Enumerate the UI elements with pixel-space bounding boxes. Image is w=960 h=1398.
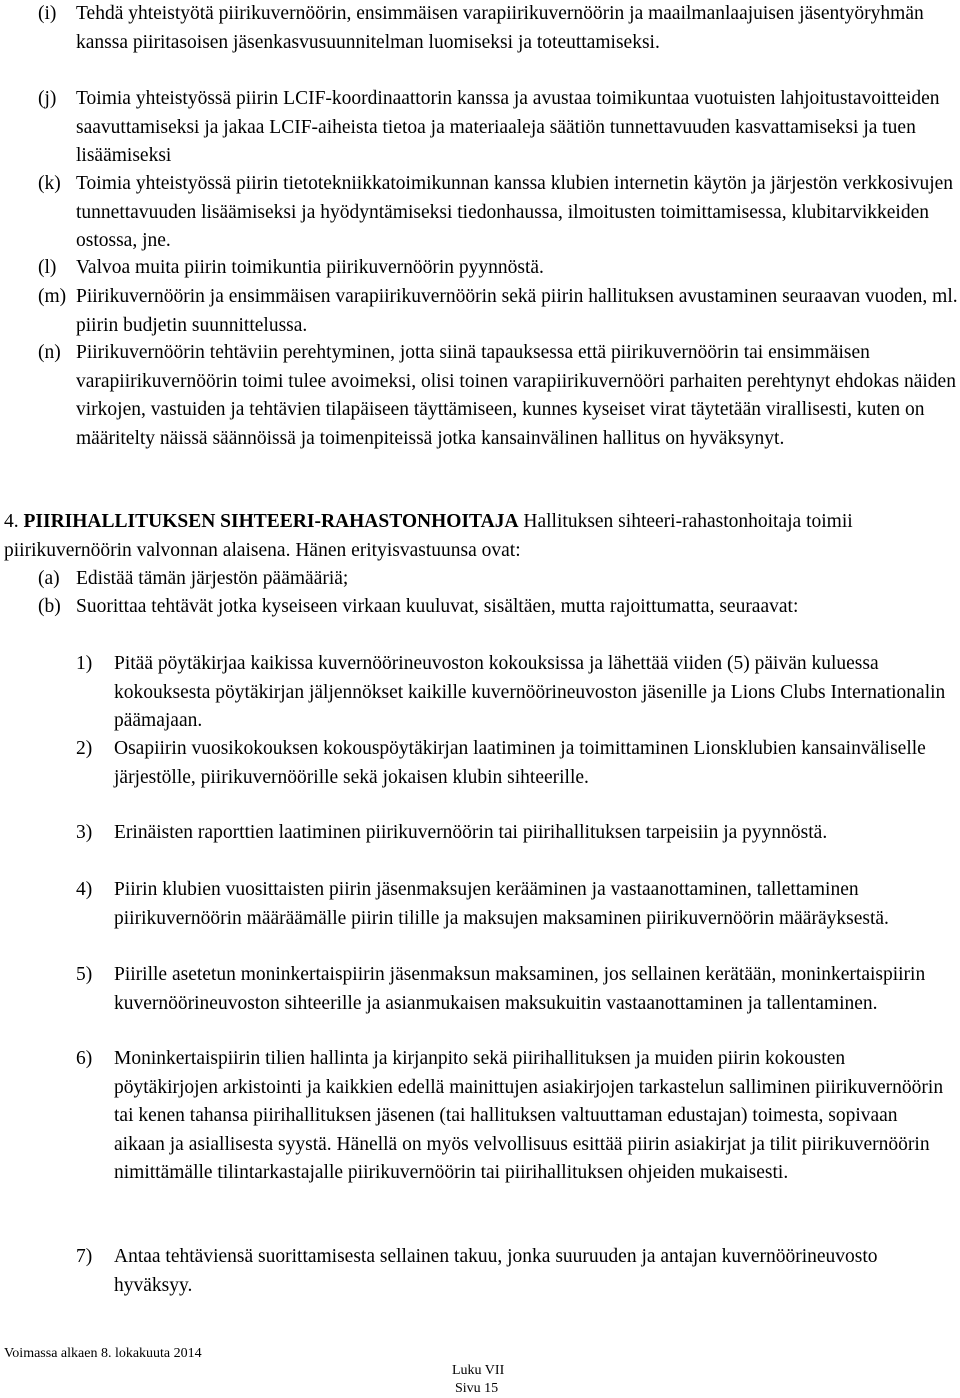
list-item-l xyxy=(38,254,958,283)
item-text: Moninkertaispiirin tilien hallinta ja kirjanpito sekä piirihallituksen ja muiden piirin kokousten pöytäkirjojen arkistointi ja kaikkien edellä mainittujen asiakirjojen tarkastelun salliminen piirikuvernöörin tai kenen tahansa piirihallituksen jäsenen (tai hallituksen valtuuttaman edustajan) toimesta, sopivaan aikaan ja asiallisesta syystä. Hänellä on myös velvollisuus esittää piirin asiakirjat ja tilit piirikuvernöörin nimittämälle tilintarkastajalle piirikuvernöörin tai piirihallituksen ohjeiden mukaisesti. xyxy=(114,1048,944,1183)
item-text: Antaa tehtäviensä suorittamisesta sellainen takuu, jonka suuruuden ja antajan kuvernöörineuvosto hyväksyy. xyxy=(114,1246,878,1296)
list-item-n xyxy=(38,339,958,453)
item-label: 7) xyxy=(76,1246,93,1267)
list-item-b xyxy=(38,593,958,622)
item-label: (b) xyxy=(38,596,61,617)
item-label: 6) xyxy=(76,1048,93,1069)
item-label: (a) xyxy=(38,568,60,589)
item-text: Valvoa muita piirin toimikuntia piirikuvernöörin pyynnöstä. xyxy=(76,257,544,278)
item-text: Piirikuvernöörin tehtäviin perehtyminen, jotta siinä tapauksessa että piirikuvernöörin tai ensimmäisen varapiirikuvernöörin toimi tulee avoimeksi, olisi toinen varapiirikuvernööri parhaiten perehtynyt ehdokas näiden virkojen, vastuiden ja tehtävien tilapäiseen täyttämiseen, kunnes kyseiset virat täytetään virallisesti, kuten on määritelty näissä säännöissä ja toimenpiteissä jotka kansainvälinen hallitus on hyväksynyt. xyxy=(76,342,956,449)
footer-page-number: Sivu 15 xyxy=(455,1381,499,1396)
item-text: Erinäisten raporttien laatiminen piirikuvernöörin tai piirihallituksen tarpeisiin ja pyynnöstä. xyxy=(114,822,828,843)
item-text: Osapiirin vuosikokouksen kokouspöytäkirjan laatiminen ja toimittaminen Lionsklubien kansainväliselle järjestölle, piirikuvernöörille sekä jokaisen klubin sihteerille. xyxy=(114,738,926,788)
list-item-m xyxy=(38,283,958,340)
section-heading xyxy=(4,508,944,565)
section-number: 4. xyxy=(4,511,19,532)
numbered-item-6 xyxy=(76,1045,950,1188)
numbered-item-3 xyxy=(76,819,950,848)
item-label: 3) xyxy=(76,822,93,843)
list-item-k xyxy=(38,170,958,256)
footer-chapter: Luku VII xyxy=(452,1363,505,1378)
numbered-item-2 xyxy=(76,735,950,792)
item-label: 1) xyxy=(76,653,93,674)
list-item-j xyxy=(38,85,958,171)
footer-effective-date: Voimassa alkaen 8. lokakuuta 2014 xyxy=(4,1346,202,1361)
item-text: Piirille asetetun moninkertaispiirin jäsenmaksun maksaminen, jos sellainen kerätään, moninkertaispiirin kuvernöörineuvoston sihteerille ja asianmukaisen maksukuitin vastaanottaminen ja tallentaminen. xyxy=(114,964,926,1014)
item-text: Tehdä yhteistyötä piirikuvernöörin, ensimmäisen varapiirikuvernöörin ja maailmanlaajuisen jäsentyöryhmän kanssa piiritasoisen jäsenkasvusuunnitelman luomiseksi ja toteuttamiseksi. xyxy=(76,3,924,53)
item-text: Piirikuvernöörin ja ensimmäisen varapiirikuvernöörin sekä piirin hallituksen avustaminen seuraavan vuoden, ml. piirin budjetin suunnittelussa. xyxy=(76,286,958,336)
item-text: Piirin klubien vuosittaisten piirin jäsenmaksujen kerääminen ja vastaanottaminen, tallettaminen piirikuvernöörin määräämälle piirin tilille ja maksujen maksaminen piirikuvernöörin määräyksestä. xyxy=(114,879,889,929)
section-title: PIIRIHALLITUKSEN SIHTEERI-RAHASTONHOITAJA xyxy=(23,511,519,532)
item-label: (n) xyxy=(38,342,61,363)
item-text: Toimia yhteistyössä piirin tietotekniikkatoimikunnan kanssa klubien internetin käytön ja järjestön verkkosivujen tunnettavuuden lisäämiseksi ja hyödyntämiseksi tiedonhaussa, ilmoitusten toimittamisessa, klubitarvikkeiden ostossa, jne. xyxy=(76,173,954,251)
numbered-item-7 xyxy=(76,1243,950,1300)
item-label: (j) xyxy=(38,88,57,109)
item-label: (m) xyxy=(38,286,67,307)
numbered-item-5 xyxy=(76,961,950,1018)
item-label: (k) xyxy=(38,173,61,194)
item-text: Toimia yhteistyössä piirin LCIF-koordinaattorin kanssa ja avustaa toimikuntaa vuotuisten lahjoitustavoitteiden saavuttamiseksi ja jakaa LCIF-aiheista tietoa ja materiaaleja säätiön tunnettavuuden kasvattamiseksi ja tuen lisäämiseksi xyxy=(76,88,940,166)
list-item-i xyxy=(38,0,958,57)
item-label: (l) xyxy=(38,257,57,278)
numbered-item-4 xyxy=(76,876,950,933)
item-text: Edistää tämän järjestön päämääriä; xyxy=(76,568,349,589)
item-text: Suorittaa tehtävät jotka kyseiseen virkaan kuuluvat, sisältäen, mutta rajoittumatta, seuraavat: xyxy=(76,596,799,617)
item-label: 2) xyxy=(76,738,93,759)
item-label: (i) xyxy=(38,3,57,24)
section-intro: Hallituksen sihteeri-rahastonhoitaja toimii piirikuvernöörin valvonnan alaisena. Hänen erityisvastuunsa ovat: xyxy=(4,511,853,561)
item-text: Pitää pöytäkirjaa kaikissa kuvernöörineuvoston kokouksissa ja lähettää viiden (5) päivän kuluessa kokouksesta pöytäkirjan jäljennökset kaikille kuvernöörineuvoston jäsenille ja Lions Clubs Internationalin päämajaan. xyxy=(114,653,946,731)
item-label: 4) xyxy=(76,879,93,900)
item-label: 5) xyxy=(76,964,93,985)
list-item-a xyxy=(38,565,958,594)
numbered-item-1 xyxy=(76,650,950,736)
